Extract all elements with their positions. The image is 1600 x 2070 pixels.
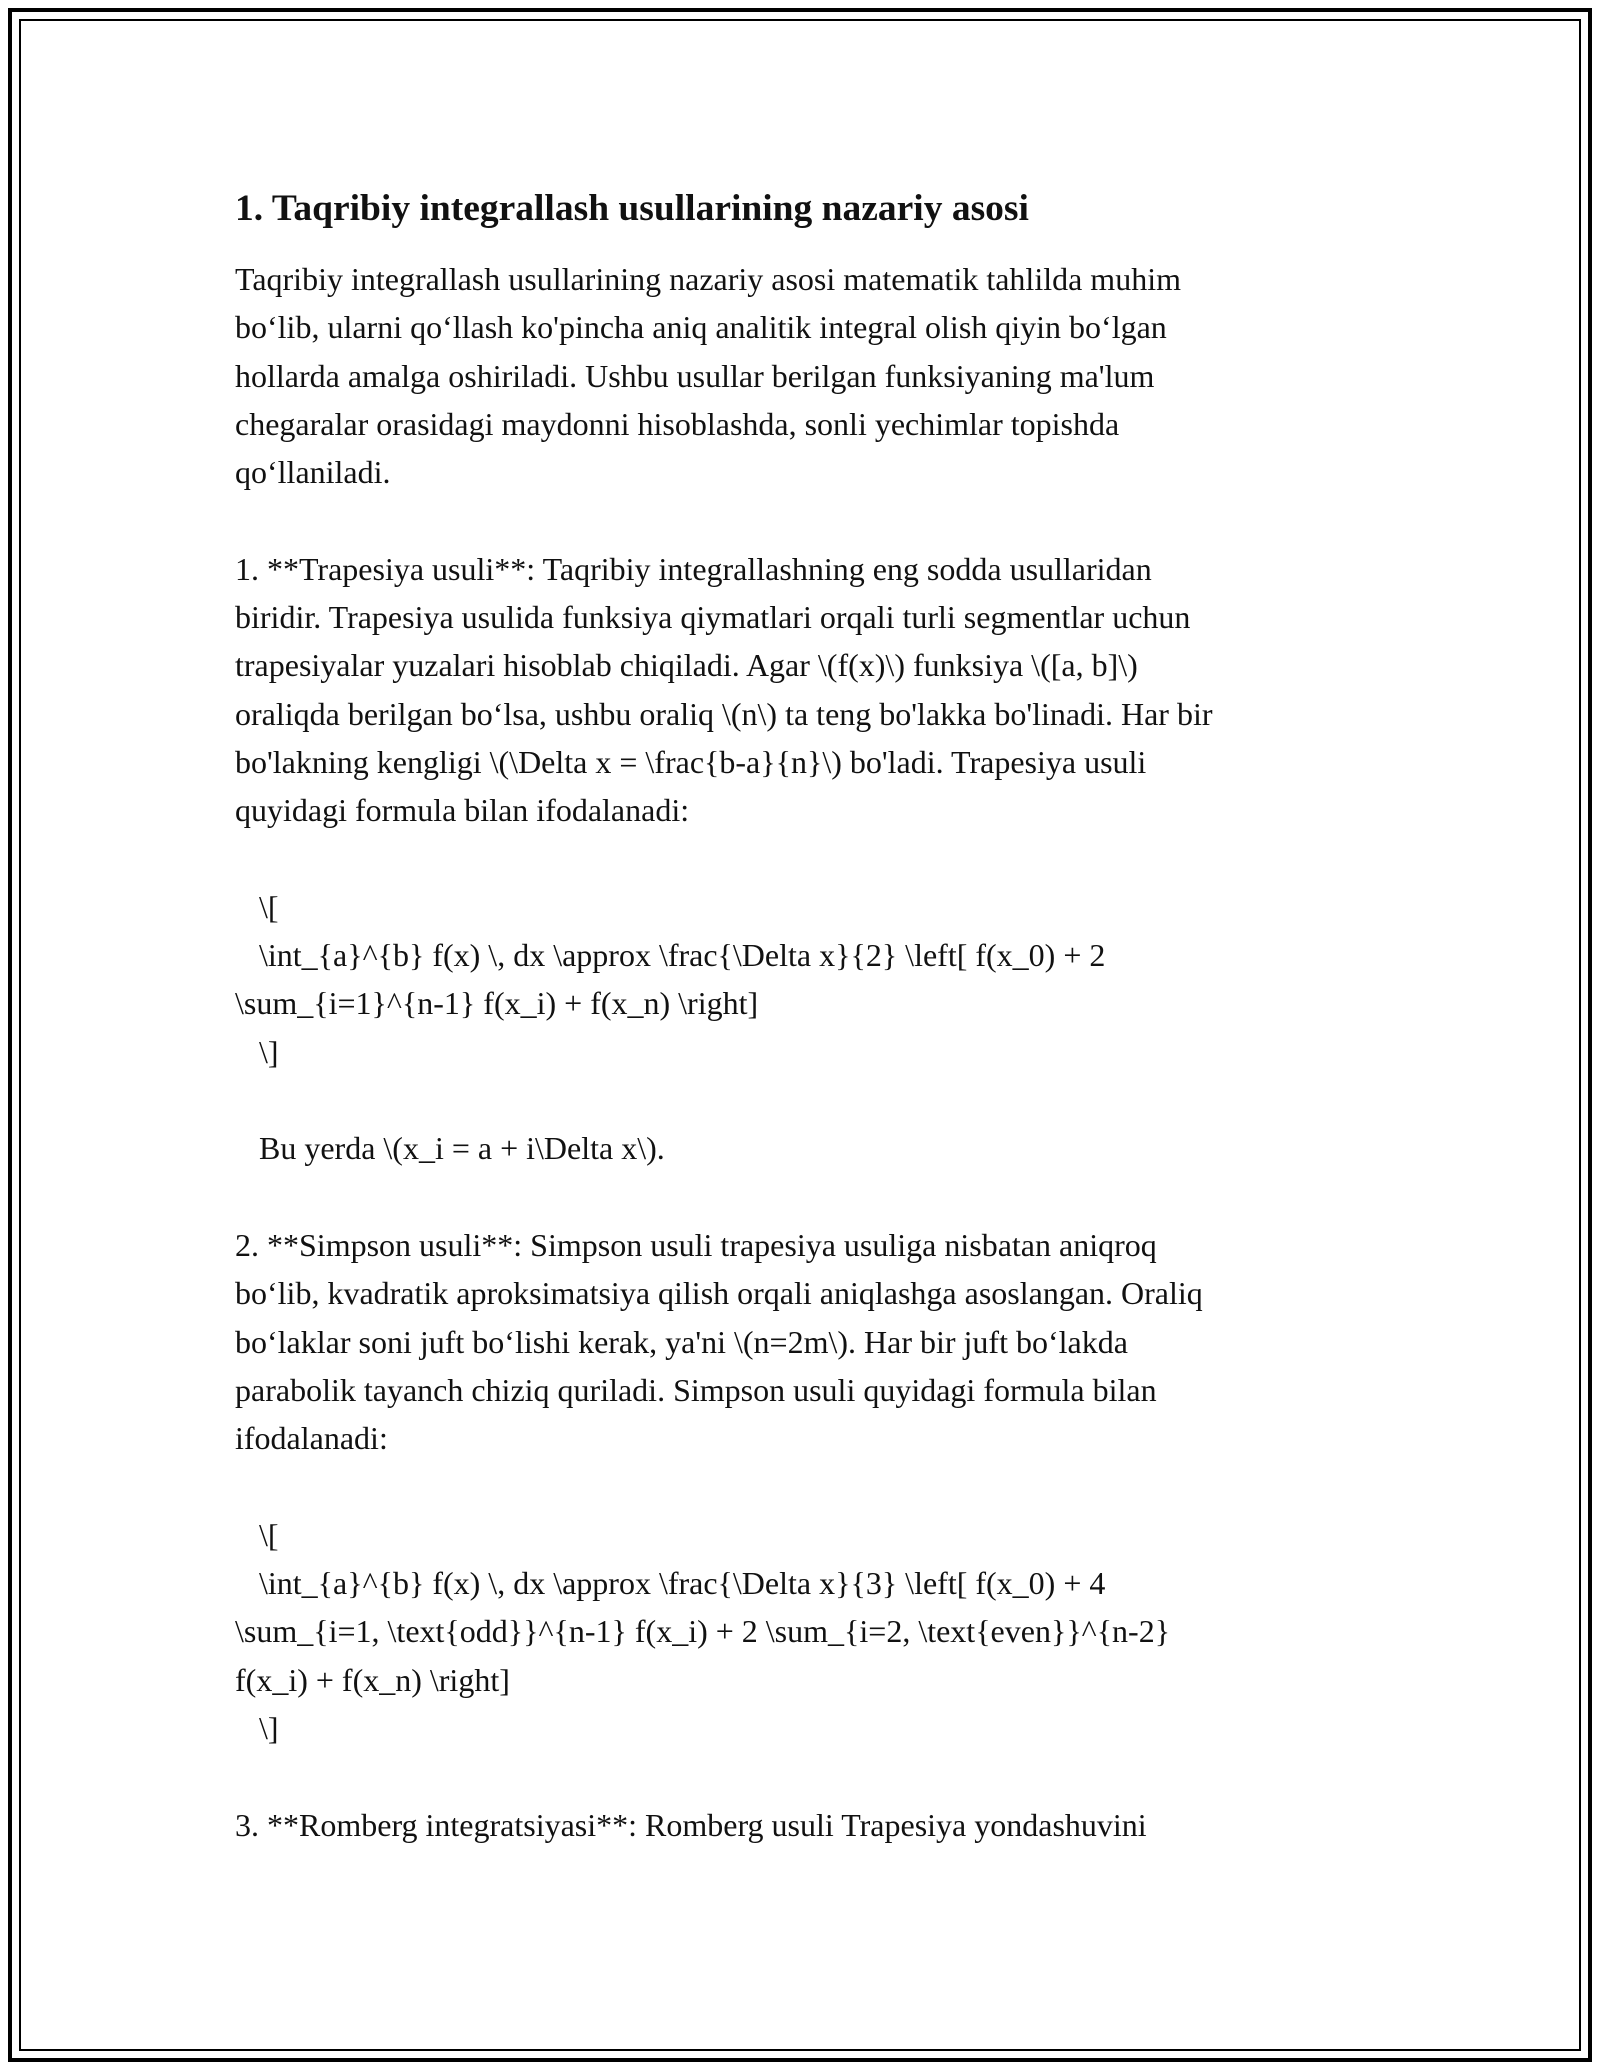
document-page	[235, 185, 1375, 1849]
section-heading: 1. Taqribiy integrallash usullarining nazariy asosi	[235, 188, 1029, 229]
document-body-text: Taqribiy integrallash usullarining nazariy asosi matematik tahlilda muhim bo‘lib, ularni qo‘llash ko'pincha aniq analitik integral olish qiyin bo‘lgan hollarda amalga oshiriladi. Ushbu usullar berilgan funksiyaning ma'lum chegaralar orasidagi maydonni hisoblashda, sonli yechimlar topishda qo‘llaniladi. 1. **Trapesiya usuli**: Taqribiy integrallashning eng sodda usullaridan biridir. Trapesiya usulida funksiya qiymatlari orqali turli segmentlar uchun trapesiyalar yuzalari hisoblab chiqiladi. Agar \(f(x)\) funksiya \([a, b]\) oraliqda berilgan bo‘lsa, ushbu oraliq \(n\) ta teng bo'lakka bo'linadi. Har bir bo'lakning kengligi \(\Delta x = \frac{b-a}{n}\) bo'ladi. Trapesiya usuli quyidagi formula bilan ifodalanadi: \[ \int_{a}^{b} f(x) \, dx \approx \frac{\Delta x}{2} \left[ f(x_0) + 2 \sum_{i=1}^{n-1} f(x_i) + f(x_n) \right] \] Bu yerda \(x_i = a + i\Delta x\). 2. **Simpson usuli**: Simpson usuli trapesiya usuliga nisbatan aniqroq bo‘lib, kvadratik aproksimatsiya qilish orqali aniqlashga asoslangan. Oraliq bo‘laklar soni juft bo‘lishi kerak, ya'ni \(n=2m\). Har bir juft bo‘lakda parabolik tayanch chiziq quriladi. Simpson usuli quyidagi formula bilan ifodalanadi: \[ \int_{a}^{b} f(x) \, dx \approx \frac{\Delta x}{3} \left[ f(x_0) + 4 \sum_{i=1, \text{odd}}^{n-1} f(x_i) + 2 \sum_{i=2, \text{even}}^{n-2} f(x_i) + f(x_n) \right] \] 3. **Romberg integratsiyasi**: Romberg usuli Trapesiya yondashuvini	[235, 261, 1213, 1843]
